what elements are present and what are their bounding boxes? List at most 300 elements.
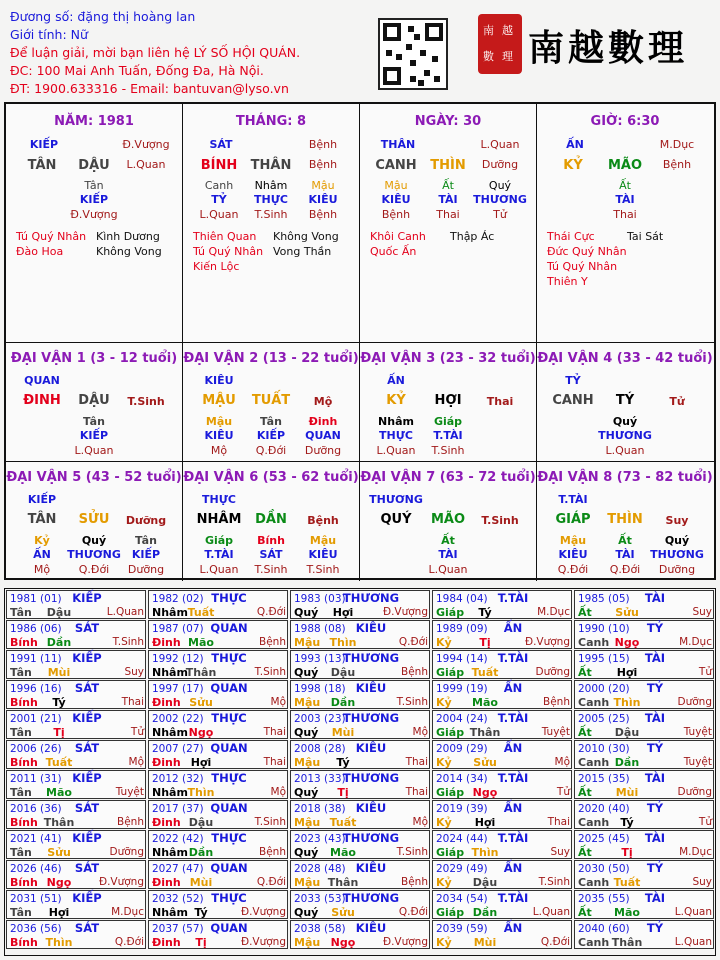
- year-star: TỶ: [646, 681, 664, 695]
- year-branch: Ngọ: [188, 726, 214, 739]
- address-line: ĐC: 100 Mai Anh Tuấn, Đống Đa, Hà Nội.: [10, 63, 264, 78]
- year-stem: Đinh: [152, 876, 181, 889]
- year-cell: [574, 590, 714, 619]
- year-stage: Tuyệt: [683, 726, 712, 738]
- year-cell: [290, 890, 430, 919]
- year-star: TÀI: [644, 651, 666, 665]
- dai-van-stem: CANH: [552, 393, 594, 408]
- year-stem: Quý: [294, 906, 319, 919]
- year-label: 2016 (36): [10, 803, 62, 815]
- year-label: 2010 (30): [578, 743, 630, 755]
- year-cell: [6, 590, 146, 619]
- year-label: 2039 (59): [436, 923, 488, 935]
- pillar-cell: [6, 104, 183, 343]
- pillar-title: NGÀY: 30: [414, 114, 482, 129]
- year-label: 2028 (48): [294, 863, 346, 875]
- year-label: 2038 (58): [294, 923, 346, 935]
- year-stage: Bệnh: [259, 846, 286, 858]
- year-stem: Ất: [578, 606, 592, 619]
- hidden-stage: Thai: [436, 208, 460, 221]
- year-star: ẤN: [503, 741, 523, 755]
- pillar-branch-stage: Bệnh: [662, 158, 692, 171]
- year-stage: Đ.Vượng: [240, 936, 286, 948]
- year-branch: Tị: [53, 726, 65, 739]
- year-label: 1989 (09): [436, 623, 488, 635]
- hidden-star: THỰC: [254, 193, 288, 206]
- year-label: 2030 (50): [578, 863, 630, 875]
- year-branch: Thân: [43, 816, 75, 829]
- year-cell: [432, 740, 572, 769]
- year-branch: Tị: [195, 936, 207, 949]
- year-cell: [6, 860, 146, 889]
- hidden-stem: Mậu: [311, 179, 335, 192]
- dai-van-stage: Bệnh: [307, 514, 339, 527]
- year-label: 1994 (14): [436, 653, 488, 665]
- year-branch: Sửu: [47, 846, 71, 859]
- year-stem: Canh: [578, 756, 610, 769]
- year-stem: Canh: [578, 936, 610, 949]
- year-label: 1985 (05): [578, 593, 630, 605]
- hidden-star: TỶ: [211, 193, 227, 206]
- year-branch: Thìn: [613, 696, 641, 709]
- year-label: 2009 (29): [436, 743, 488, 755]
- pillar-stage: Bệnh: [308, 138, 338, 151]
- year-star: QUAN: [210, 921, 248, 935]
- year-branch: Thìn: [187, 786, 215, 799]
- year-stage: L.Quan: [674, 936, 712, 948]
- hidden-star: KIẾP: [79, 429, 109, 442]
- year-star: SÁT: [74, 621, 100, 635]
- year-label: 2018 (38): [294, 803, 346, 815]
- year-stage: Dưỡng: [677, 786, 712, 798]
- seal-stamp-icon: 南 越 數 理: [478, 14, 522, 74]
- year-branch: Mão: [472, 696, 498, 709]
- year-cell: [432, 620, 572, 649]
- year-stage: Q.Đới: [256, 606, 286, 618]
- year-star: TỶ: [646, 861, 664, 875]
- year-star: THƯƠNG: [342, 831, 400, 845]
- hidden-stem: Quý: [664, 534, 690, 547]
- year-stage: Thai: [405, 786, 428, 798]
- special-star: Tú Quý Nhân: [547, 260, 618, 273]
- year-label: 2015 (35): [578, 773, 630, 785]
- year-star: KIẾP: [72, 711, 102, 725]
- hidden-stem: Kỷ: [34, 534, 50, 547]
- year-cell: [574, 860, 714, 889]
- year-cell: [148, 920, 288, 949]
- year-cell: [6, 800, 146, 829]
- year-cell: [6, 680, 146, 709]
- dai-van-title: ĐẠI VẬN 2 (13 - 22 tuổi): [183, 351, 359, 366]
- dai-van-stem: MẬU: [202, 393, 236, 408]
- year-stage: M.Dục: [537, 606, 570, 618]
- year-stem: Đinh: [152, 696, 181, 709]
- pillar-main-star: SÁT: [209, 138, 233, 151]
- year-stem: Nhâm: [152, 906, 188, 919]
- year-stage: Dưỡng: [109, 846, 144, 858]
- hidden-stem: Mậu: [384, 179, 408, 192]
- pillar-stem: BÍNH: [200, 158, 238, 173]
- year-branch: Mão: [46, 786, 72, 799]
- pillar-branch: THÂN: [250, 158, 292, 173]
- year-branch: Tị: [621, 846, 633, 859]
- dai-van-star: ẤN: [387, 374, 405, 387]
- pillar-branch-stage: Dưỡng: [481, 158, 519, 171]
- year-stem: Nhâm: [152, 606, 188, 619]
- year-stage: Dưỡng: [677, 696, 712, 708]
- contact-line: Để luận giải, mời bạn liên hệ LÝ SỐ HỘI QUÁN.: [10, 45, 301, 60]
- dai-van-cell: [537, 343, 714, 462]
- year-cell: [432, 650, 572, 679]
- year-cell: [574, 740, 714, 769]
- dai-van-title: ĐẠI VẬN 6 (53 - 62 tuổi): [183, 470, 359, 485]
- year-cell: [574, 680, 714, 709]
- year-branch: Tuất: [329, 816, 357, 829]
- year-stem: Giáp: [436, 606, 465, 619]
- year-star: TÀI: [644, 891, 666, 905]
- dai-van-branch: DẦN: [255, 512, 287, 527]
- year-stem: Canh: [578, 696, 610, 709]
- year-stage: Q.Đới: [398, 636, 428, 648]
- year-cell: [148, 770, 288, 799]
- year-branch: Mùi: [615, 786, 639, 799]
- year-label: 2005 (25): [578, 713, 630, 725]
- pillar-branch: MÃO: [607, 158, 643, 173]
- dai-van-title: ĐẠI VẬN 3 (23 - 32 tuổi): [360, 351, 536, 366]
- special-star: Thái Cực: [547, 230, 595, 243]
- year-star: THỰC: [211, 651, 247, 665]
- hidden-stage: T.Sinh: [306, 563, 340, 576]
- year-branch: Dậu: [188, 816, 214, 829]
- year-stem: Tân: [10, 906, 32, 919]
- hidden-stage: T.Sinh: [254, 208, 288, 221]
- year-cell: [290, 800, 430, 829]
- year-label: 2040 (60): [578, 923, 630, 935]
- special-star: Thiên Y: [547, 275, 588, 288]
- special-star: Thiên Quan: [193, 230, 257, 243]
- year-stage: M.Dục: [679, 636, 712, 648]
- year-cell: [148, 680, 288, 709]
- year-branch: Mùi: [473, 936, 497, 949]
- year-stage: Dưỡng: [535, 666, 570, 678]
- year-star: THƯƠNG: [342, 651, 400, 665]
- year-stem: Quý: [294, 606, 319, 619]
- year-branch: Tý: [194, 906, 208, 919]
- dai-van-cell: [183, 462, 360, 581]
- hidden-stem: Quý: [612, 415, 638, 428]
- year-label: 2008 (28): [294, 743, 346, 755]
- dai-van-star: QUAN: [24, 374, 60, 387]
- year-cell: [290, 860, 430, 889]
- year-stage: Suy: [692, 606, 712, 618]
- annual-luck-grid: [4, 588, 716, 956]
- year-star: SÁT: [74, 921, 100, 935]
- year-cell: [290, 920, 430, 949]
- year-stage: Tuyệt: [541, 726, 570, 738]
- year-label: 1999 (19): [436, 683, 488, 695]
- year-stem: Ất: [578, 906, 592, 919]
- pillar-stage: L.Quan: [480, 138, 520, 151]
- year-star: ẤN: [503, 681, 523, 695]
- hidden-stem: Tân: [83, 415, 105, 428]
- year-stage: Q.Đới: [256, 876, 286, 888]
- year-stem: Đinh: [152, 756, 181, 769]
- year-cell: [290, 710, 430, 739]
- special-star: Tú Quý Nhân: [16, 230, 87, 243]
- dai-van-cell: [6, 462, 183, 581]
- year-star: SÁT: [74, 741, 100, 755]
- year-branch: Tuất: [187, 606, 215, 619]
- special-star: Thập Ác: [450, 230, 495, 243]
- year-star: TỶ: [646, 801, 664, 815]
- year-cell: [432, 920, 572, 949]
- year-stem: Nhâm: [152, 726, 188, 739]
- hidden-star: T.TÀI: [433, 429, 463, 442]
- year-star: SÁT: [74, 681, 100, 695]
- hidden-stem: Bính: [257, 534, 285, 547]
- year-cell: [6, 650, 146, 679]
- year-branch: Thìn: [329, 636, 357, 649]
- year-branch: Hợi: [190, 756, 212, 769]
- dai-van-branch: TÝ: [615, 393, 635, 408]
- year-cell: [290, 830, 430, 859]
- special-star: Khôi Canh: [370, 230, 426, 243]
- year-branch: Tuất: [45, 756, 73, 769]
- dai-van-star: KIÊU: [204, 374, 234, 387]
- year-branch: Thân: [469, 726, 501, 739]
- year-stem: Giáp: [436, 726, 465, 739]
- year-stage: Suy: [124, 666, 144, 678]
- year-branch: Hợi: [616, 666, 638, 679]
- year-branch: Tị: [479, 636, 491, 649]
- year-stage: Tuyệt: [683, 756, 712, 768]
- hidden-stage: Đ.Vượng: [70, 208, 118, 221]
- year-stage: Mộ: [270, 786, 286, 798]
- year-branch: Dậu: [46, 606, 72, 619]
- qr-code-icon: [378, 18, 448, 90]
- year-star: KIẾP: [72, 891, 102, 905]
- year-branch: Sửu: [331, 906, 355, 919]
- year-cell: [432, 590, 572, 619]
- pillar-title: NĂM: 1981: [54, 114, 134, 129]
- pillar-stem: TÂN: [27, 158, 57, 173]
- year-label: 2024 (44): [436, 833, 488, 845]
- hidden-stem: Giáp: [433, 415, 463, 428]
- year-branch: Dần: [472, 906, 498, 919]
- dai-van-cell: [537, 462, 714, 581]
- year-branch: Tý: [478, 606, 492, 619]
- dai-van-stem: KỶ: [386, 393, 406, 408]
- year-branch: Ngọ: [330, 936, 356, 949]
- year-label: 2025 (45): [578, 833, 630, 845]
- hidden-stem: Mậu: [559, 534, 587, 547]
- year-stem: Giáp: [436, 846, 465, 859]
- year-branch: Sửu: [615, 606, 639, 619]
- year-cell: [148, 620, 288, 649]
- year-label: 2027 (47): [152, 863, 204, 875]
- year-stage: T.Sinh: [254, 666, 286, 678]
- year-star: KIẾP: [72, 651, 102, 665]
- pillar-main-star: KIẾP: [29, 138, 59, 151]
- year-stage: Mộ: [412, 816, 428, 828]
- owner-name: Đương số: đặng thị hoàng lan: [10, 9, 196, 24]
- year-stage: Thai: [121, 696, 144, 708]
- year-branch: Dậu: [472, 876, 498, 889]
- dai-van-title: ĐẠI VẬN 5 (43 - 52 tuổi): [6, 470, 182, 485]
- year-star: T.TÀI: [497, 711, 529, 725]
- hidden-stage: Bệnh: [381, 208, 411, 221]
- year-stem: Mậu: [294, 816, 321, 829]
- year-branch: Tý: [336, 756, 350, 769]
- year-star: TÀI: [644, 711, 666, 725]
- special-star: Quốc Ấn: [370, 245, 417, 258]
- special-star: Đào Hoa: [16, 245, 64, 258]
- dai-van-branch: DẬU: [78, 393, 110, 408]
- pillar-branch-stage: Bệnh: [308, 158, 338, 171]
- pillar-title: GIỜ: 6:30: [590, 114, 660, 129]
- year-label: 1982 (02): [152, 593, 204, 605]
- year-cell: [432, 680, 572, 709]
- year-stage: Đ.Vượng: [98, 876, 144, 888]
- year-stage: Tử: [556, 786, 570, 798]
- hidden-star: KIÊU: [308, 548, 338, 561]
- dai-van-stage: Thai: [486, 395, 514, 408]
- special-star: Không Vong: [273, 230, 339, 243]
- year-stem: Mậu: [294, 696, 321, 709]
- year-stage: M.Dục: [679, 846, 712, 858]
- year-cell: [6, 830, 146, 859]
- year-stage: Đ.Vượng: [382, 936, 428, 948]
- year-label: 1983 (03): [294, 593, 346, 605]
- year-cell: [148, 890, 288, 919]
- year-branch: Tuất: [613, 876, 641, 889]
- hidden-stage: Q.Đới: [557, 563, 589, 576]
- year-stage: Thai: [547, 816, 570, 828]
- hidden-stem: Ất: [618, 534, 632, 547]
- dai-van-stage: Dưỡng: [125, 514, 167, 527]
- year-cell: [290, 680, 430, 709]
- year-label: 2002 (22): [152, 713, 204, 725]
- hidden-star: TÀI: [615, 193, 635, 206]
- year-stem: Canh: [578, 816, 610, 829]
- year-branch: Tý: [620, 816, 634, 829]
- year-stage: T.Sinh: [396, 846, 428, 858]
- hidden-star: KIẾP: [131, 548, 161, 561]
- year-label: 1996 (16): [10, 683, 62, 695]
- year-cell: [432, 770, 572, 799]
- year-star: QUAN: [210, 801, 248, 815]
- hidden-stage: Mộ: [210, 444, 228, 457]
- special-star: Tú Quý Nhân: [193, 245, 264, 258]
- year-stem: Tân: [10, 786, 32, 799]
- year-cell: [148, 710, 288, 739]
- year-label: 2004 (24): [436, 713, 488, 725]
- year-label: 2029 (49): [436, 863, 488, 875]
- year-star: KIÊU: [355, 921, 387, 935]
- year-stage: L.Quan: [532, 906, 570, 918]
- year-label: 2006 (26): [10, 743, 62, 755]
- year-branch: Tị: [337, 786, 349, 799]
- hidden-stage: Mộ: [33, 563, 51, 576]
- year-branch: Dậu: [614, 726, 640, 739]
- year-stem: Mậu: [294, 756, 321, 769]
- year-stem: Kỷ: [436, 816, 452, 829]
- year-cell: [574, 650, 714, 679]
- year-star: SÁT: [74, 801, 100, 815]
- year-stem: Tân: [10, 606, 32, 619]
- year-cell: [432, 860, 572, 889]
- dai-van-branch: TUẤT: [251, 393, 291, 408]
- year-branch: Hợi: [474, 816, 496, 829]
- year-cell: [574, 830, 714, 859]
- year-label: 2013 (33): [294, 773, 346, 785]
- hidden-star: KIÊU: [204, 429, 234, 442]
- year-star: THỰC: [211, 891, 247, 905]
- hidden-stage: Tử: [493, 208, 507, 221]
- year-branch: Mùi: [331, 726, 355, 739]
- year-stem: Đinh: [152, 636, 181, 649]
- year-stage: Mộ: [270, 696, 286, 708]
- year-star: TỶ: [646, 921, 664, 935]
- hidden-stem: Canh: [204, 179, 234, 192]
- dai-van-title: ĐẠI VẬN 4 (33 - 42 tuổi): [537, 351, 713, 366]
- hidden-stem: Ất: [619, 179, 631, 192]
- hidden-star: TÀI: [438, 193, 458, 206]
- year-branch: Ngọ: [46, 876, 72, 889]
- year-cell: [6, 920, 146, 949]
- year-cell: [6, 770, 146, 799]
- year-branch: Dần: [330, 696, 356, 709]
- year-cell: [6, 740, 146, 769]
- pillar-stage: M.Dục: [659, 138, 695, 151]
- year-stem: Giáp: [436, 786, 465, 799]
- year-cell: [148, 740, 288, 769]
- year-stage: T.Sinh: [396, 696, 428, 708]
- year-branch: Dần: [188, 846, 214, 859]
- hidden-stem: Quý: [81, 534, 107, 547]
- year-star: KIÊU: [355, 681, 387, 695]
- special-star: Đức Quý Nhân: [547, 245, 627, 258]
- year-stage: Mộ: [554, 756, 570, 768]
- year-stem: Ất: [578, 786, 592, 799]
- hidden-stage: T.Sinh: [254, 563, 288, 576]
- hidden-stem: Tân: [84, 179, 104, 192]
- year-cell: [290, 620, 430, 649]
- year-label: 2034 (54): [436, 893, 488, 905]
- hidden-stage: Dưỡng: [304, 444, 342, 457]
- year-cell: [432, 710, 572, 739]
- dai-van-stage: Suy: [665, 514, 689, 527]
- dai-van-cell: [360, 462, 537, 581]
- year-label: 2003 (23): [294, 713, 346, 725]
- year-label: 2021 (41): [10, 833, 62, 845]
- year-stem: Kỷ: [436, 876, 452, 889]
- year-stem: Đinh: [152, 816, 181, 829]
- hidden-stage: L.Quan: [605, 444, 645, 457]
- year-stem: Nhâm: [152, 666, 188, 679]
- hidden-star: KIÊU: [381, 193, 411, 206]
- hidden-stage: Bệnh: [308, 208, 338, 221]
- year-stage: T.Sinh: [112, 636, 144, 648]
- dai-van-branch: MÃO: [430, 512, 466, 527]
- year-label: 1993 (13): [294, 653, 346, 665]
- year-label: 2007 (27): [152, 743, 204, 755]
- year-stage: Mộ: [128, 756, 144, 768]
- year-cell: [290, 650, 430, 679]
- year-star: TÀI: [644, 771, 666, 785]
- year-label: 2032 (52): [152, 893, 204, 905]
- year-branch: Mùi: [47, 666, 71, 679]
